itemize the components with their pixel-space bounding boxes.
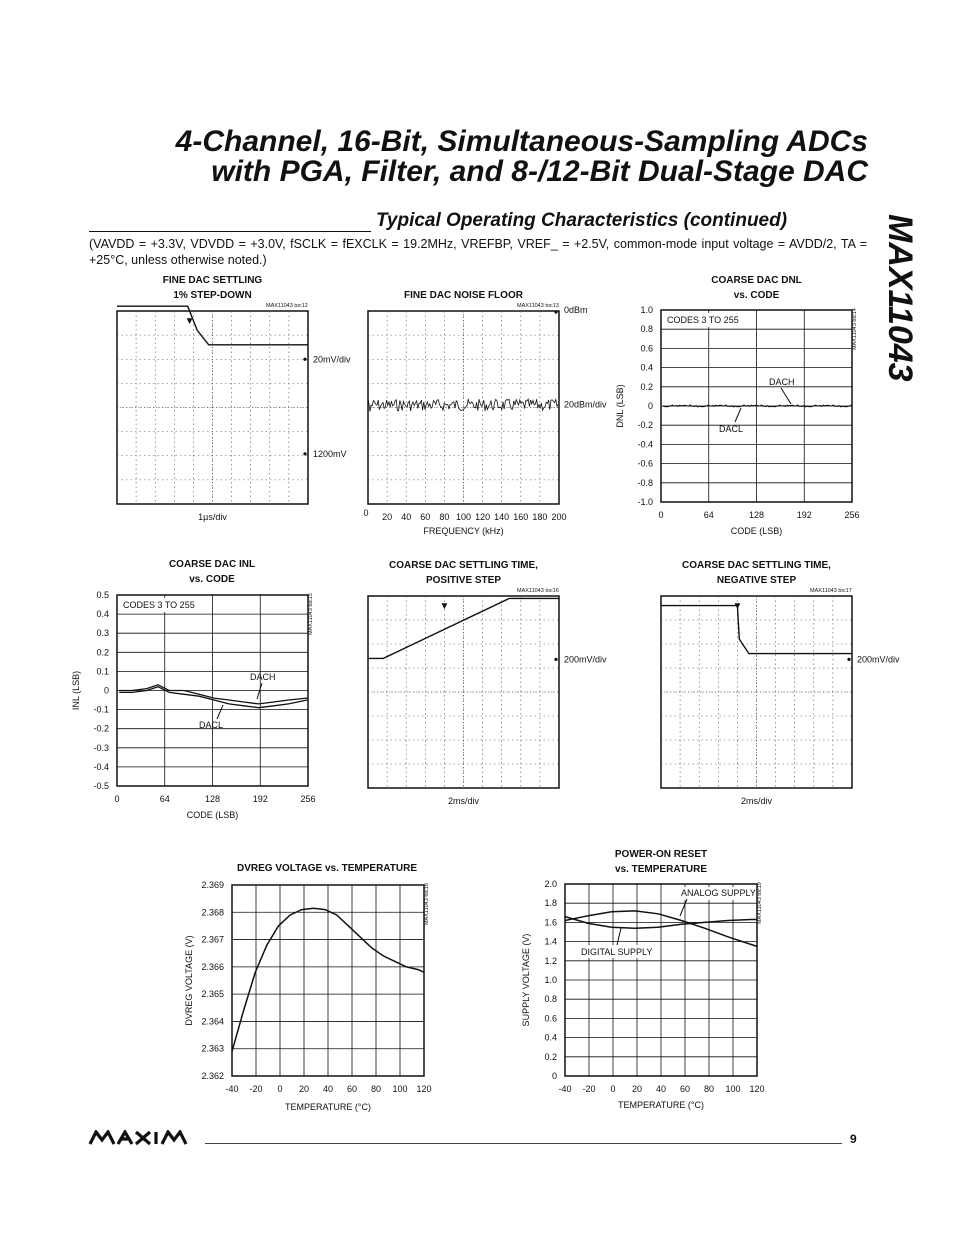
- x-tick-label: 20: [382, 512, 393, 522]
- chart-title-line-2: POSITIVE STEP: [425, 575, 502, 586]
- scale-label: 20mV/div: [313, 354, 351, 365]
- scale-label: 20dBm/div: [564, 399, 607, 410]
- section-title: Typical Operating Characteristics (continued): [376, 210, 788, 231]
- chart-title: DVREG VOLTAGE vs. TEMPERATURE: [236, 863, 418, 874]
- chart-title-line-1: COARSE DAC INL: [168, 559, 256, 570]
- chart-title-line-2: NEGATIVE STEP: [716, 575, 797, 586]
- y-tick-label: 0: [647, 401, 653, 411]
- figure-code: MAX11043 toc17: [810, 588, 852, 594]
- x-tick-label: 120: [416, 1084, 432, 1094]
- x-tick-label: 120: [475, 512, 491, 522]
- y-tick-label: 0.2: [640, 381, 653, 392]
- page-title-line-1: 4-Channel, 16-Bit, Simultaneous-Sampling ADCs: [175, 125, 868, 158]
- x-tick-label: 80: [439, 512, 450, 522]
- x-tick-label: -40: [558, 1084, 572, 1094]
- channel-marker: [303, 358, 306, 361]
- trigger-marker: ▼: [184, 316, 195, 327]
- y-tick-label: -0.2: [93, 723, 109, 734]
- page-number: 9: [850, 1132, 857, 1146]
- x-axis-label: TEMPERATURE (°C): [285, 1102, 371, 1112]
- x-tick-label: 80: [703, 1084, 715, 1094]
- x-tick-label: 64: [703, 510, 714, 520]
- x-tick-label: 100: [455, 512, 472, 522]
- channel-marker: [554, 658, 557, 661]
- y-axis-label: INL (LSB): [71, 670, 81, 711]
- x-axis-label: CODE (LSB): [730, 526, 783, 536]
- part-number-vertical: MAX11043: [881, 214, 919, 382]
- x-tick-label: 192: [796, 510, 812, 520]
- y-tick-label: 1.6: [544, 917, 557, 928]
- chart-title: FINE DAC NOISE FLOOR: [404, 290, 523, 301]
- x-tick-label: 140: [494, 512, 510, 522]
- x-tick-label: 180: [532, 512, 548, 522]
- y-tick-label: 2.369: [201, 880, 224, 890]
- footer-rule: [205, 1143, 842, 1144]
- y-tick-label: -0.5: [93, 781, 109, 791]
- y-tick-label: 0.6: [544, 1013, 557, 1024]
- y-tick-label: -0.3: [93, 742, 109, 753]
- chart-title-line-1: POWER-ON RESET: [614, 849, 708, 860]
- y-tick-label: 2.368: [201, 907, 224, 918]
- figure-code: MAX11043 toc16: [517, 588, 559, 594]
- chart-title-line-1: COARSE DAC DNL: [711, 275, 802, 286]
- x-tick-label: 20: [298, 1084, 310, 1094]
- chart-title-line-1: FINE DAC SETTLING: [162, 275, 263, 286]
- y-tick-label: 2.366: [201, 961, 224, 972]
- x-tick-label: 40: [655, 1084, 667, 1094]
- y-tick-label: -0.4: [637, 439, 653, 450]
- annotation-dacl: DACL: [199, 720, 224, 730]
- y-tick-label: 0.4: [544, 1032, 557, 1043]
- x-tick-label: 100: [725, 1084, 741, 1094]
- y-tick-label: 2.362: [201, 1071, 224, 1081]
- y-tick-label: 1.0: [640, 305, 653, 315]
- x-tick-label: 0: [277, 1084, 283, 1094]
- x-tick-label: -20: [249, 1084, 263, 1094]
- x-tick-label: 60: [420, 512, 431, 522]
- y-tick-label: 0.6: [640, 343, 653, 354]
- y-tick-label: 0.5: [96, 590, 109, 600]
- y-tick-label: 2.367: [201, 934, 224, 945]
- annotation-arrow: [680, 899, 687, 916]
- y-tick-label: 0.2: [96, 647, 109, 658]
- figure-code: MAX11043 toc15: [308, 593, 314, 635]
- x-tick-label: 256: [844, 510, 860, 520]
- annotation-arrow: [781, 388, 791, 404]
- y-tick-label: 2.365: [201, 989, 224, 1000]
- y-tick-label: 0.8: [640, 324, 653, 335]
- y-tick-label: 1.2: [544, 955, 557, 966]
- y-tick-label: 0.2: [544, 1051, 557, 1062]
- channel-marker: [303, 452, 306, 455]
- x-tick-label: 0: [610, 1084, 616, 1094]
- reference-level-label: 0dBm: [564, 305, 588, 315]
- x-axis-label: 1µs/div: [198, 512, 227, 522]
- annotation-dach: DACH: [250, 672, 276, 682]
- y-tick-label: -0.1: [93, 704, 109, 715]
- y-tick-label: 2.364: [201, 1016, 224, 1027]
- x-tick-label: -20: [582, 1084, 596, 1094]
- x-axis-label: CODE (LSB): [186, 810, 239, 820]
- y-tick-label: 0.4: [96, 609, 109, 620]
- trigger-marker: ▼: [732, 601, 743, 612]
- x-tick-label: -40: [225, 1084, 239, 1094]
- noise-trace: [368, 398, 558, 412]
- annotation-dach: DACH: [769, 377, 795, 387]
- maxim-logo: [88, 1130, 200, 1146]
- y-tick-label: 0: [103, 685, 109, 696]
- annotation-digital-supply: DIGITAL SUPPLY: [581, 947, 653, 957]
- annotation-codes: CODES 3 TO 255: [123, 600, 195, 610]
- x-tick-label: 0: [114, 794, 120, 804]
- annotation-analog-supply: ANALOG SUPPLY: [681, 888, 756, 898]
- x-tick-label: 128: [748, 510, 765, 520]
- y-tick-label: 1.8: [544, 898, 557, 909]
- page-title-line-2: with PGA, Filter, and 8-/12-Bit Dual-Stage DAC: [211, 155, 868, 188]
- y-tick-label: 0.4: [640, 362, 653, 373]
- x-tick-label: 200: [551, 512, 567, 522]
- figure-code: MAX11043 toc19: [757, 882, 763, 924]
- chart-title-line-2: vs. TEMPERATURE: [614, 864, 708, 875]
- y-tick-label: 0.8: [544, 994, 557, 1005]
- chart-title-line-1: COARSE DAC SETTLING TIME,: [389, 560, 538, 571]
- x-tick-label: 120: [749, 1084, 765, 1094]
- x-tick-label: 100: [392, 1084, 408, 1094]
- y-tick-label: 2.363: [201, 1043, 224, 1054]
- series-line-dach: [119, 685, 307, 704]
- y-tick-label: 2.0: [544, 879, 557, 889]
- offset-label: 1200mV: [313, 448, 347, 459]
- y-tick-label: 0.3: [96, 628, 109, 639]
- annotation-codes: CODES 3 TO 255: [667, 315, 739, 325]
- series-line-dacl: [119, 687, 307, 708]
- chart-title-line-2: vs. CODE: [733, 290, 780, 301]
- y-tick-label: 0.1: [96, 666, 109, 677]
- x-axis-label: 2ms/div: [740, 796, 773, 806]
- y-tick-label: 1.4: [544, 936, 557, 947]
- scale-label: 200mV/div: [564, 654, 607, 665]
- annotation-arrow: [735, 408, 741, 422]
- x-tick-label: 128: [204, 794, 221, 804]
- y-tick-label: -0.6: [637, 458, 653, 469]
- annotation-arrow: [217, 705, 223, 719]
- x-axis-label: TEMPERATURE (°C): [618, 1100, 704, 1110]
- x-tick-label: 160: [513, 512, 529, 522]
- x-axis-label: FREQUENCY (kHz): [423, 526, 504, 536]
- chart-title-line-1: COARSE DAC SETTLING TIME,: [682, 560, 831, 571]
- x-tick-label: 0: [658, 510, 664, 520]
- chart-title-line-2: 1% STEP-DOWN: [173, 290, 252, 301]
- y-axis-label: SUPPLY VOLTAGE (V): [521, 933, 531, 1027]
- x-tick-label: 64: [159, 794, 170, 804]
- figure-code: MAX11043 toc18: [424, 883, 430, 925]
- y-tick-label: -1.0: [637, 497, 653, 507]
- scale-label: 200mV/div: [857, 654, 900, 665]
- figure-code: MAX11043 toc12: [266, 303, 308, 309]
- trigger-marker: ▼: [439, 601, 450, 612]
- annotation-dacl: DACL: [719, 424, 744, 434]
- x-tick-label: 256: [300, 794, 316, 804]
- y-axis-label: DNL (LSB): [615, 384, 625, 428]
- figure-code: MAX11043 toc13: [517, 303, 559, 309]
- y-axis-label: DVREG VOLTAGE (V): [184, 935, 194, 1026]
- x-tick-label: 60: [346, 1084, 358, 1094]
- channel-marker: [847, 658, 850, 661]
- figure-code: MAX11043 toc14: [852, 308, 858, 350]
- y-tick-label: 1.0: [544, 975, 557, 985]
- y-tick-label: 0: [551, 1071, 557, 1081]
- x-tick-label: 60: [679, 1084, 691, 1094]
- annotation-arrow: [617, 928, 621, 945]
- y-tick-label: -0.4: [93, 761, 109, 772]
- test-conditions: (VAVDD = +3.3V, VDVDD = +3.0V, fSCLK = fEXCLK = 19.2MHz, VREFBP, VREF_ = +2.5V, common-mode input voltage = AVDD/2, TA = +25°C, unless otherwise noted.): [89, 237, 867, 267]
- x-tick-label: 80: [370, 1084, 382, 1094]
- chart-title-line-2: vs. CODE: [189, 574, 235, 585]
- x-tick-label: 192: [252, 794, 268, 804]
- x-tick-label: 40: [401, 512, 412, 522]
- x-tick-label: 20: [631, 1084, 643, 1094]
- y-tick-label: -0.8: [637, 477, 653, 488]
- annotation-arrow: [257, 683, 262, 699]
- x-tick-label: 40: [322, 1084, 334, 1094]
- x-tick-label: 0: [363, 508, 369, 518]
- y-tick-label: -0.2: [637, 420, 653, 431]
- x-axis-label: 2ms/div: [447, 796, 480, 806]
- reference-marker: [554, 310, 557, 313]
